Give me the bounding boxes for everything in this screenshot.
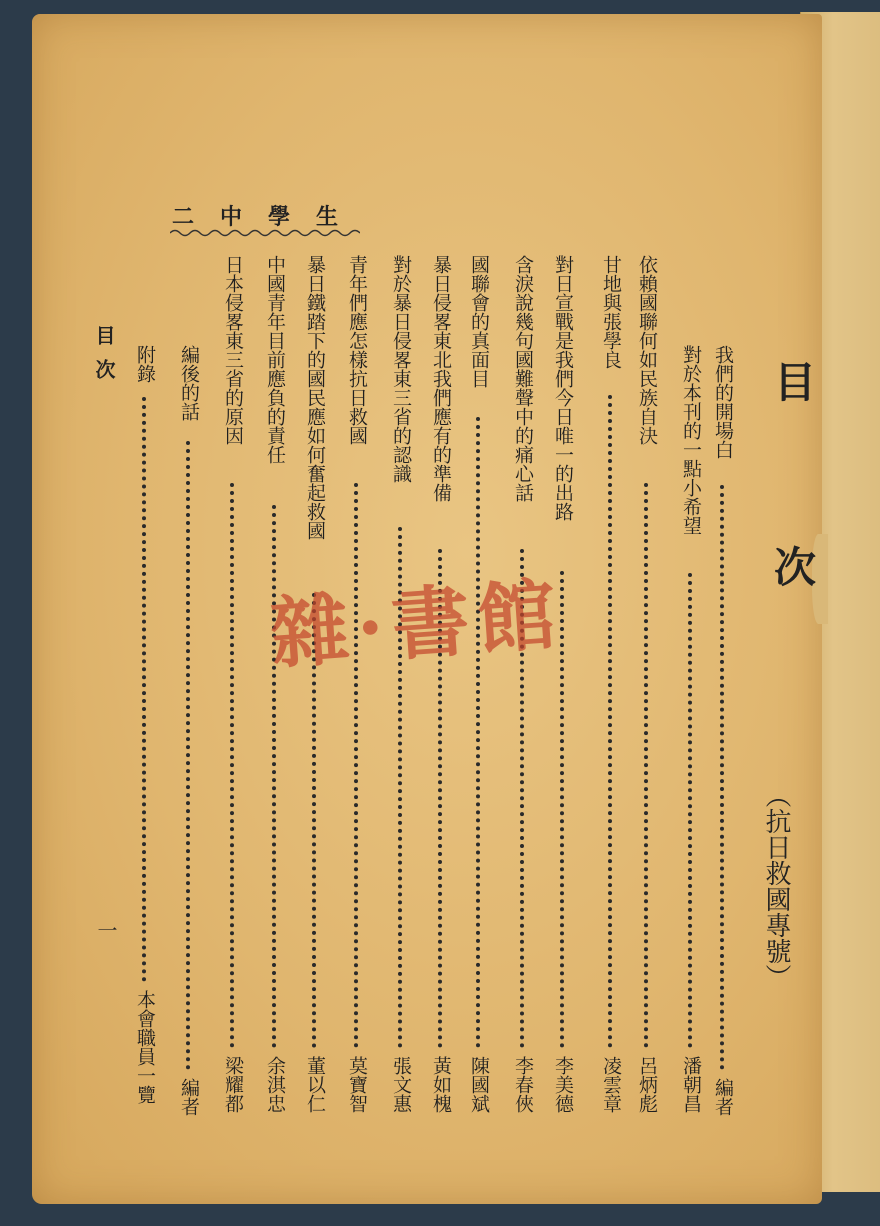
title-char-ci: 次	[768, 545, 817, 587]
toc-entry-title: 編後的話	[178, 345, 200, 421]
toc-entry-author: 潘朝昌	[680, 1056, 702, 1113]
toc-entry-author: 呂炳彪	[636, 1056, 658, 1113]
toc-entry-author: 莫寶智	[346, 1056, 368, 1113]
toc-entry-title: 青年們應怎樣抗日救國	[346, 255, 368, 445]
toc-entry	[304, 255, 326, 1122]
toc-entry-title: 對於暴日侵畧東三省的認識	[390, 255, 412, 483]
toc-entry	[712, 345, 734, 1122]
wavy-rule	[170, 228, 360, 238]
toc-entry-title: 國聯會的真面目	[468, 255, 490, 388]
toc-entry-author: 本會職員一覽	[134, 990, 156, 1104]
toc-entry	[600, 255, 622, 1122]
toc-entry	[468, 255, 490, 1122]
issue-subtitle: （抗日救國專號）	[761, 782, 791, 990]
toc-entry-author: 編者	[712, 1078, 734, 1116]
toc-entry-author: 張文惠	[390, 1056, 412, 1113]
toc-entry-title: 對於本刊的一點小希望	[680, 345, 702, 535]
toc-entry-author: 凌雲章	[600, 1056, 622, 1113]
toc-entry	[680, 345, 702, 1122]
toc-entry-author: 梁耀都	[222, 1056, 244, 1113]
title-char-mu: 目	[768, 360, 817, 402]
toc-entry-author: 陳國斌	[468, 1056, 490, 1113]
toc-entry	[134, 345, 156, 1122]
toc-entry-title: 暴日鐵踏下的國民應如何奮起救國	[304, 255, 326, 540]
toc-leader-dots	[476, 417, 480, 1048]
toc-entry	[636, 255, 658, 1122]
toc-entry-title: 我們的開場白	[712, 345, 734, 459]
toc-leader-dots	[720, 485, 724, 1070]
toc-entry-title: 對日宣戰是我們今日唯一的出路	[552, 255, 574, 521]
toc-entry-title: 含淚說幾句國難聲中的痛心話	[512, 255, 534, 502]
toc-entry-title: 日本侵畧東三省的原因	[222, 255, 244, 445]
toc-entry-author: 編者	[178, 1078, 200, 1116]
toc-leader-dots	[644, 483, 648, 1048]
running-title: 目次	[92, 325, 116, 393]
toc-entry-author: 李春俠	[512, 1056, 534, 1113]
toc-leader-dots	[230, 483, 234, 1048]
toc-entry	[390, 255, 412, 1122]
toc-entry-title: 附錄	[134, 345, 156, 383]
toc-entry	[552, 255, 574, 1122]
toc-entry-author: 董以仁	[304, 1056, 326, 1113]
toc-entry	[430, 255, 452, 1122]
toc-leader-dots	[688, 573, 692, 1048]
toc-entry	[346, 255, 368, 1122]
page-number: 一	[94, 920, 118, 940]
toc-entry	[222, 255, 244, 1122]
toc-entry-author: 余淇忠	[264, 1056, 286, 1113]
toc-leader-dots	[608, 395, 612, 1048]
toc-leader-dots	[142, 397, 146, 982]
toc-entry	[512, 255, 534, 1122]
magazine-header: 二中學生	[172, 204, 365, 230]
toc-entry-title: 依賴國聯何如民族自決	[636, 255, 658, 445]
toc-entry	[264, 255, 286, 1122]
toc-entry	[178, 345, 200, 1122]
toc-entry-title: 中國青年目前應負的責任	[264, 255, 286, 464]
toc-entry-author: 李美德	[552, 1056, 574, 1113]
library-stamp: 雜·書館	[267, 569, 567, 681]
toc-entry-title: 暴日侵畧東北我們應有的準備	[430, 255, 452, 502]
toc-entry-title: 甘地與張學良	[600, 255, 622, 369]
toc-entry-author: 黃如槐	[430, 1056, 452, 1113]
toc-leader-dots	[186, 441, 190, 1070]
